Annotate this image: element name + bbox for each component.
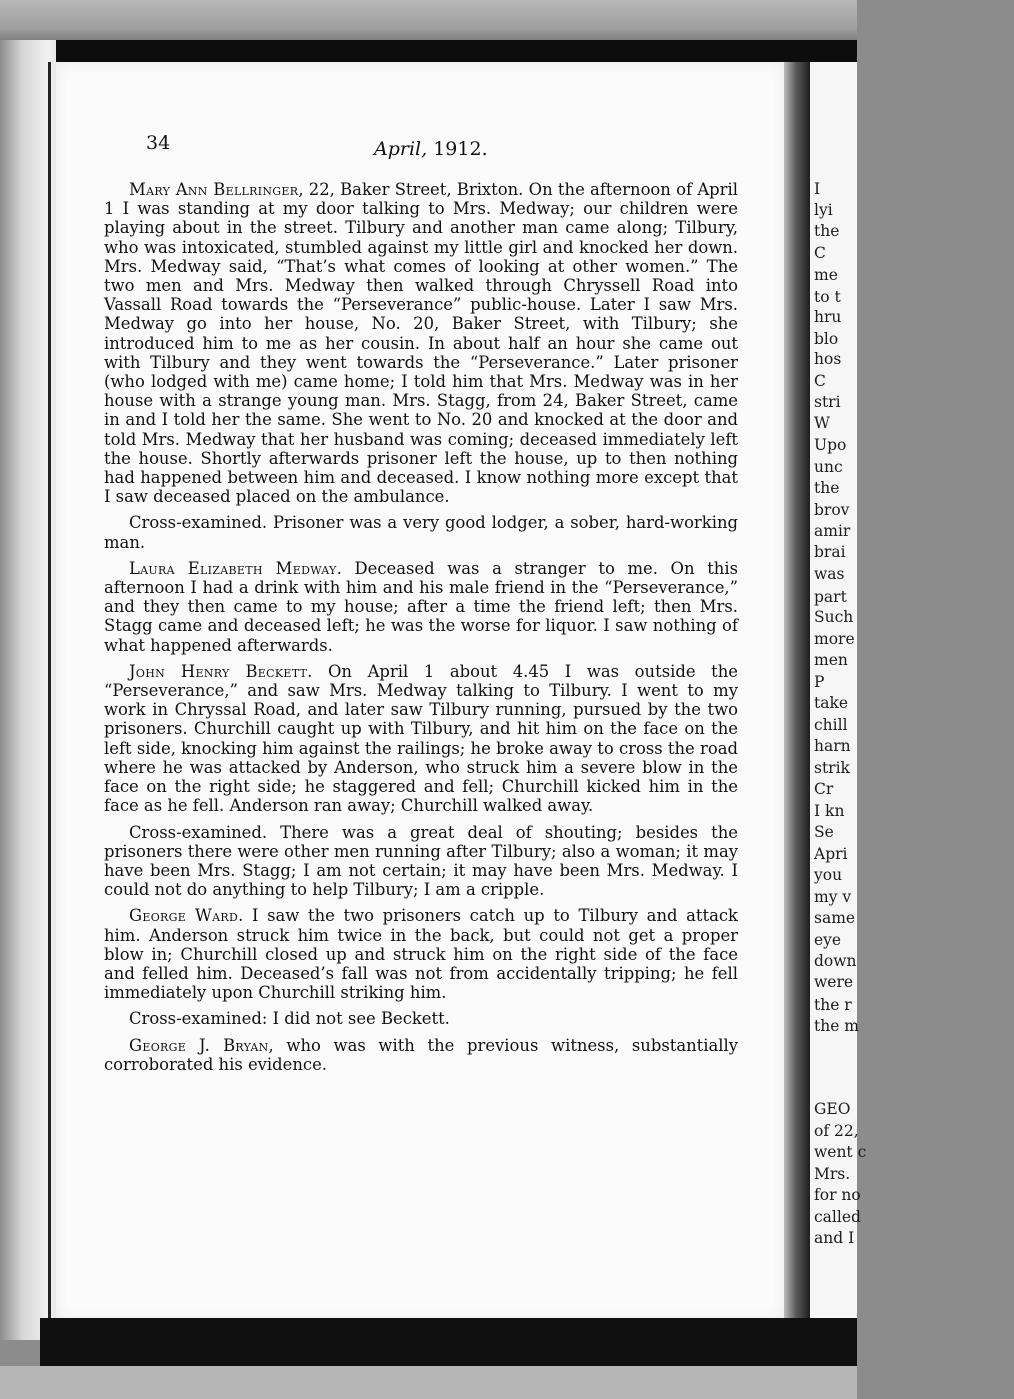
next-page-line: you [814,866,843,884]
testimony-body [104,180,738,1074]
binding-line [48,62,51,1322]
header-year: 1912. [433,138,488,160]
testimony-text: . I saw the two prisoners catch up to Tilbury and attack him. Anderson struck him twice in the back, but could not get a proper blow in; Churchill closed up and struck him on the right side of the face and felled him. Deceased’s fall was not from accidentally tripping; he fell immediately upon Churchill striking him. [104,906,738,1003]
testimony-paragraph [104,823,738,900]
next-page-line: Se [814,823,834,841]
testimony-text: Cross-examined. There was a great deal of shouting; besides the prisoners there were other men running after Tilbury; also a woman; it may have been Mrs. Stagg; I am not certain; it may have been Mrs. Medway. I could not do anything to help Tilbury; I am a cripple. [104,822,738,900]
next-page-line: I [814,180,821,198]
next-page-line: C [814,244,826,262]
next-page-line: Apri [814,845,848,863]
page-gutter [784,62,810,1320]
next-page-line: were [814,973,854,991]
next-page-line: eye [814,931,842,949]
next-page-line: to t [814,288,841,306]
witness-name: Mary Ann Bellringer [129,180,299,199]
next-page-line: Mrs. [814,1165,851,1183]
next-page-line: take [814,694,849,712]
testimony-paragraph [104,513,738,551]
next-page-line: GEO [814,1100,851,1118]
next-page-line: unc [814,458,843,476]
next-page-line: men [814,651,848,669]
next-page-fragment [810,62,867,1320]
next-page-line: for no [814,1186,861,1204]
next-page-line: stri [814,393,841,411]
next-page-line: W [814,414,830,432]
next-page-line: P [814,673,825,691]
scan-bottom-edge [0,1366,857,1399]
next-page-line: harn [814,737,851,755]
testimony-paragraph [104,1036,738,1074]
testimony-paragraph [104,559,738,655]
next-page-line: part [814,588,847,606]
next-page-line: Upo [814,436,847,454]
next-page-line: the m [814,1017,860,1035]
next-page-line: went c [814,1143,867,1161]
witness-name: Laura Elizabeth Medway [129,558,337,578]
next-page-line: C [814,372,826,390]
next-page-line: hos [814,350,842,368]
next-page-line: brai [814,543,846,561]
next-page-line: same [814,909,856,927]
next-page-line: lyi [814,201,833,219]
next-page-line: the r [814,996,852,1014]
next-page-line: me [814,266,838,284]
testimony-paragraph [104,662,738,816]
next-page-line: the [814,222,840,240]
next-page-line: my v [814,888,852,906]
next-page-line: Cr [814,780,834,798]
next-page-line: called [814,1208,861,1226]
testimony-text: Cross-examined. Prisoner was a very good lodger, a sober, hard-working man. [104,513,738,552]
next-page-line: of 22, [814,1122,859,1140]
witness-name: George Ward [129,906,239,926]
testimony-text: , who was with the previous witness, substantially corroborated his evidence. [104,1035,738,1074]
page-header-date [374,138,488,160]
testimony-text: . Deceased was a stranger to me. On this afternoon I had a drink with him and his male friend in the “Perseverance,” and they then came to my house; after a time the friend left; then Mrs. Stagg came and deceased left; he was the worse for liquor. I saw nothing of what happened afterwards. [104,558,738,655]
testimony-paragraph [104,906,738,1002]
next-page-line: the [814,479,840,497]
next-page-line: amir [814,522,851,540]
scan-bottom-shadow [40,1318,857,1366]
next-page-line: chill [814,716,848,734]
witness-name: John Henry Beckett [129,661,308,681]
next-page-line: and I [814,1229,855,1247]
testimony-text: . On April 1 about 4.45 I was outside the “Perseverance,” and saw Mrs. Medway talking to Tilbury. I went to my work in Chryssal Road, and later saw Tilbury running, pursued by the two prisoners. Churchill caught up with Tilbury, and hit him on the face on the left side, knocking him against the railings; he broke away to cross the road where he was attacked by Anderson, who struck him a severe blow in the face on the right side; he staggered and fell; Churchill kicked him in the face as he fell. Anderson ran away; Churchill walked away. [104,661,738,816]
scan-top-shadow [40,40,857,62]
next-page-line: Such [814,608,854,626]
page-number: 34 [146,132,171,154]
witness-name: George J. Bryan [129,1035,269,1055]
next-page-line: brov [814,501,850,519]
testimony-paragraph [104,180,738,506]
testimony-paragraph [104,1009,738,1028]
header-month: April, [374,138,428,160]
testimony-text: , 22, Baker Street, Brixton. On the afternoon of April 1 I was standing at my door talking to Mrs. Medway; our children were playing about in the street. Tilbury and another man came along; Tilbury, who was intoxicated, stumbled against my little girl and knocked her down. Mrs. Medway said, “That’s what comes of looking at other women.” The two men and Mrs. Medway then walked through Chryssell Road into Vassall Road towards the “Perseverance” public-house. Later I saw Mrs. Medway go into her house, No. 20, Baker Street, with Tilbury; she introduced him to me as her cousin. In about half an hour she came out with Tilbury and they went towards the “Perseverance.” Later prisoner (who lodged with me) came home; I told him that Mrs. Medway was in her house with a strange young man. Mrs. Stagg, from 24, Baker Street, came in and I told her the same. She went to No. 20 and knocked at the door and told Mrs. Medway that her husband was coming; deceased immediately left the house. Shortly afterwards prisoner left the house, up to then nothing had happened between him and deceased. I know nothing more except that I saw deceased placed on the ambulance. [104,180,738,507]
next-page-line: blo [814,330,839,348]
testimony-text: Cross-examined: I did not see Beckett. [129,1009,450,1029]
next-page-line: more [814,630,855,648]
next-page-line: strik [814,759,850,777]
next-page-line: down [814,952,857,970]
next-page-line: I kn [814,802,845,820]
next-page-line: was [814,565,845,583]
next-page-line: hru [814,308,842,326]
